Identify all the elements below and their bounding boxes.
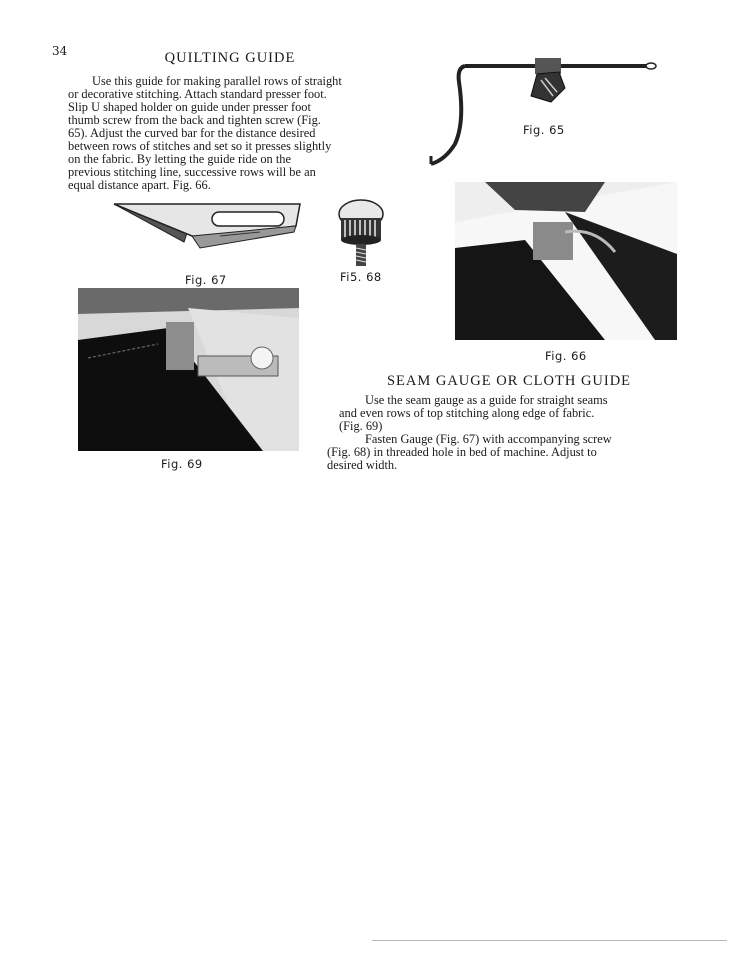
fig-69-photo: [78, 288, 299, 451]
fig-66-caption: Fig. 66: [545, 349, 587, 363]
text-line: Fasten Gauge (Fig. 67) with accompanying screw: [365, 432, 612, 446]
fig-67-caption: Fig. 67: [185, 273, 227, 287]
quilting-guide-text: [68, 75, 342, 192]
fig-68-caption: Fi5. 68: [340, 270, 382, 284]
text-line: and even rows of top stitching along edge of fabric.: [339, 406, 595, 420]
seam-gauge-illustration: [110, 196, 306, 258]
text-line: or decorative stitching. Attach standard presser foot.: [68, 87, 327, 101]
text-line: on the fabric. By letting the guide ride on the: [68, 152, 291, 166]
text-line: equal distance apart. Fig. 66.: [68, 178, 211, 192]
text-line: 65). Adjust the curved bar for the distance desired: [68, 126, 316, 140]
page-number: 34: [52, 44, 68, 58]
text-line: (Fig. 69): [339, 419, 383, 433]
quilting-guide-heading: QUILTING GUIDE: [164, 50, 296, 66]
text-line: (Fig. 68) in threaded hole in bed of machine. Adjust to: [327, 445, 597, 459]
text-line: Use the seam gauge as a guide for straight seams: [365, 393, 608, 407]
fig-66-photo: [455, 182, 677, 340]
thumb-screw-illustration: [332, 196, 392, 270]
fig-65-caption: Fig. 65: [523, 123, 565, 137]
text-line: Slip U shaped holder on guide under presser foot: [68, 100, 311, 114]
seam-gauge-text: [327, 394, 612, 472]
text-line: thumb screw from the back and tighten screw (Fig.: [68, 113, 321, 127]
fig-69-caption: Fig. 69: [161, 457, 203, 471]
bottom-rule: [372, 940, 727, 941]
text-line: previous stitching line, successive rows will be an: [68, 165, 316, 179]
text-line: desired width.: [327, 458, 398, 472]
seam-gauge-heading: SEAM GAUGE OR CLOTH GUIDE: [386, 373, 632, 389]
quilting-guide-illustration: [425, 52, 660, 172]
text-line: Use this guide for making parallel rows of straight: [92, 74, 342, 88]
text-line: between rows of stitches and set so it presses slightly: [68, 139, 332, 153]
